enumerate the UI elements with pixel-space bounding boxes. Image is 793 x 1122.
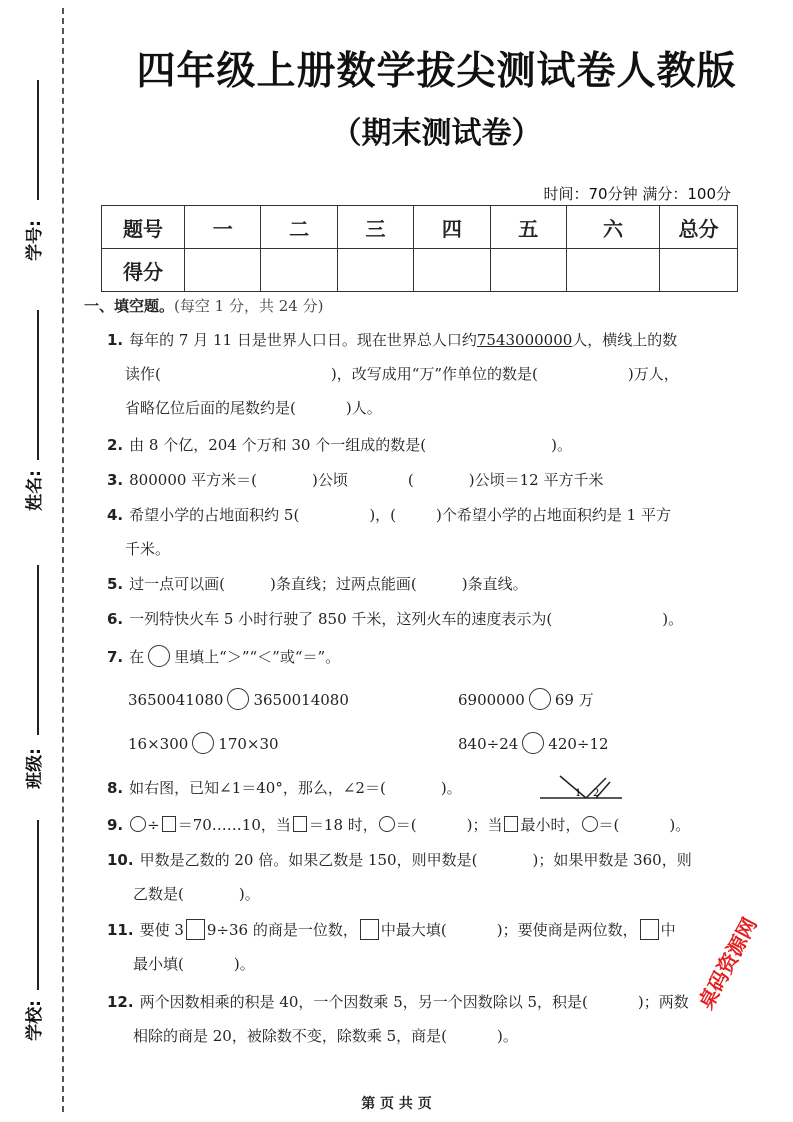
q10-line2a: 乙数是( — [133, 885, 184, 903]
q11-a: 要使 3 — [139, 921, 184, 939]
q8-b: )。 — [440, 779, 462, 797]
q11-d: )；要使商是两位数， — [496, 921, 638, 939]
compare-left: 6900000 — [458, 691, 525, 709]
score-table-header-cell: 六 — [567, 206, 660, 249]
question-number: 1. — [107, 331, 124, 349]
score-cell[interactable] — [490, 249, 566, 292]
compare-right: 420÷12 — [548, 735, 609, 753]
q10-line2b: )。 — [238, 885, 260, 903]
page-subtitle: （期末测试卷） — [331, 116, 542, 151]
q5-c: )条直线。 — [461, 575, 528, 593]
circle-icon — [130, 816, 146, 832]
angle-label-2: 2 — [593, 788, 600, 799]
question-12 — [107, 985, 739, 1053]
q3-c: ( — [407, 471, 414, 489]
question-2 — [107, 428, 739, 462]
question-4 — [107, 498, 739, 566]
q12-line2b: )。 — [497, 1027, 518, 1045]
circle-icon — [582, 816, 598, 832]
question-number: 8. — [107, 779, 124, 797]
q9-e: )；当 — [466, 816, 503, 834]
q1-line2a: 读作( — [125, 365, 161, 383]
q4-line2: 千米。 — [125, 540, 171, 558]
page-footer: 第 页 共 页 — [361, 1096, 432, 1112]
square-icon — [640, 919, 659, 940]
q11-line2a: 最小填( — [133, 955, 184, 973]
score-table — [101, 205, 738, 292]
section-note: (每空 1 分，共 24 分) — [174, 297, 324, 315]
school-write-line — [37, 820, 39, 990]
id-label: 学号: — [24, 220, 45, 261]
compare-left: 3650041080 — [128, 691, 224, 709]
score-cell[interactable] — [567, 249, 660, 292]
q9-f: 最小时， — [520, 816, 581, 834]
q1-line3b: )人。 — [345, 399, 382, 417]
compare-item — [128, 732, 279, 754]
q4-c: )个希望小学的占地面积约是 1 平方 — [436, 506, 671, 524]
q7-b: 里填上“＞”“＜”或“＝”。 — [174, 648, 341, 666]
score-table-header-cell: 四 — [414, 206, 490, 249]
score-table-header-cell: 五 — [490, 206, 566, 249]
class-label: 班级: — [24, 748, 45, 789]
q4-a: 希望小学的占地面积约 5( — [129, 506, 300, 524]
question-number: 7. — [107, 648, 124, 666]
score-table-header-cell: 一 — [185, 206, 261, 249]
q12-a: 两个因数相乘的积是 40，一个因数乘 5，另一个因数除以 5，积是( — [139, 993, 588, 1011]
q1-population: 7543000000 — [476, 331, 573, 349]
question-3 — [107, 463, 739, 497]
section-title: 一、填空题。 — [84, 297, 175, 315]
q5-b: )条直线；过两点能画( — [270, 575, 417, 593]
compare-circle[interactable] — [522, 732, 544, 754]
q2-text: 由 8 个亿，204 个万和 30 个一组成的数是( — [129, 436, 427, 454]
compare-item — [458, 732, 609, 754]
question-number: 3. — [107, 471, 124, 489]
question-number: 9. — [107, 816, 124, 834]
page-title: 四年级上册数学拔尖测试卷人教版 — [136, 49, 737, 94]
angle-label-1: 1 — [575, 788, 582, 799]
compare-item — [458, 688, 594, 710]
question-11 — [107, 913, 739, 981]
q9-a: ÷ — [147, 816, 160, 834]
question-6 — [107, 602, 739, 636]
q11-c: 中最大填( — [380, 921, 447, 939]
q6-b: )。 — [662, 610, 684, 628]
question-number: 10. — [107, 851, 134, 869]
q9-d: ＝( — [395, 816, 417, 834]
question-5 — [107, 567, 739, 601]
q12-b: )；两数 — [637, 993, 689, 1011]
q12-line2a: 相除的商是 20，被除数不变，除数乘 5，商是( — [133, 1027, 448, 1045]
q7-a: 在 — [129, 648, 145, 666]
question-number: 4. — [107, 506, 124, 524]
score-table-header-cell: 二 — [261, 206, 337, 249]
q1-text-2: 人，横线上的数 — [572, 331, 678, 349]
q2-end: )。 — [551, 436, 572, 454]
time-info: 时间：70分钟 满分：100分 — [543, 185, 731, 203]
q4-b: )，( — [369, 506, 397, 524]
watermark: 桌码资源网 — [693, 913, 762, 1014]
score-row-label: 得分 — [102, 249, 185, 292]
answer-box[interactable] — [186, 919, 205, 940]
compare-right: 69 万 — [554, 691, 594, 709]
q1-text: 每年的 7 月 11 日是世界人口日。现在世界总人口约 — [129, 331, 477, 349]
question-number: 12. — [107, 993, 134, 1011]
q3-a: 800000 平方米＝( — [129, 471, 258, 489]
q9-g: ＝( — [598, 816, 620, 834]
class-write-line — [37, 565, 39, 735]
q3-d: )公顷＝12 平方千米 — [468, 471, 604, 489]
q3-b: )公顷 — [312, 471, 348, 489]
score-table-score-row — [102, 249, 738, 292]
question-10 — [107, 843, 739, 911]
score-cell[interactable] — [261, 249, 337, 292]
q11-b: 9÷36 的商是一位数， — [206, 921, 358, 939]
circle-icon — [148, 645, 170, 667]
compare-left: 16×300 — [128, 735, 189, 753]
score-table-header-cell: 题号 — [102, 206, 185, 249]
question-number: 5. — [107, 575, 124, 593]
score-table-header-row — [102, 206, 738, 249]
square-icon — [504, 816, 518, 832]
q11-e: 中 — [660, 921, 676, 939]
id-write-line — [37, 80, 39, 200]
score-cell[interactable] — [185, 249, 261, 292]
compare-circle[interactable] — [529, 688, 551, 710]
question-7 — [107, 640, 739, 674]
question-1 — [107, 323, 739, 425]
cut-line — [62, 8, 64, 1112]
score-cell[interactable] — [337, 249, 413, 292]
section-heading — [84, 295, 323, 316]
score-cell[interactable] — [660, 249, 738, 292]
square-icon — [360, 919, 379, 940]
q1-line2c: )万人， — [627, 365, 679, 383]
q1-line3a: 省略亿位后面的尾数约是( — [125, 399, 296, 417]
q11-line2b: )。 — [233, 955, 255, 973]
q9-h: )。 — [669, 816, 691, 834]
q10-a: 甲数是乙数的 20 倍。如果乙数是 150，则甲数是( — [139, 851, 478, 869]
q1-line2b: )，改写成用“万”作单位的数是( — [330, 365, 538, 383]
q10-b: )；如果甲数是 360，则 — [532, 851, 692, 869]
name-label: 姓名: — [24, 470, 45, 511]
question-number: 6. — [107, 610, 124, 628]
compare-circle[interactable] — [192, 732, 214, 754]
circle-icon — [379, 816, 395, 832]
compare-right: 3650014080 — [253, 691, 349, 709]
square-icon — [162, 816, 176, 832]
name-write-line — [37, 310, 39, 460]
score-cell[interactable] — [414, 249, 490, 292]
compare-left: 840÷24 — [458, 735, 519, 753]
angle-figure — [538, 772, 624, 802]
compare-right: 170×30 — [218, 735, 279, 753]
q6-a: 一列特快火车 5 小时行驶了 850 千米，这列火车的速度表示为( — [129, 610, 553, 628]
school-label: 学校: — [24, 1000, 45, 1041]
question-number: 2. — [107, 436, 124, 454]
q9-b: ＝70……10，当 — [177, 816, 291, 834]
score-table-header-cell: 三 — [337, 206, 413, 249]
score-table-header-cell: 总分 — [660, 206, 738, 249]
q9-c: ＝18 时， — [308, 816, 378, 834]
square-icon — [293, 816, 307, 832]
compare-item — [128, 688, 349, 710]
q8-a: 如右图，已知∠1＝40°，那么，∠2＝( — [129, 779, 386, 797]
q5-a: 过一点可以画( — [129, 575, 225, 593]
compare-circle[interactable] — [227, 688, 249, 710]
question-9 — [107, 808, 739, 842]
question-number: 11. — [107, 921, 134, 939]
question-8 — [107, 771, 739, 805]
